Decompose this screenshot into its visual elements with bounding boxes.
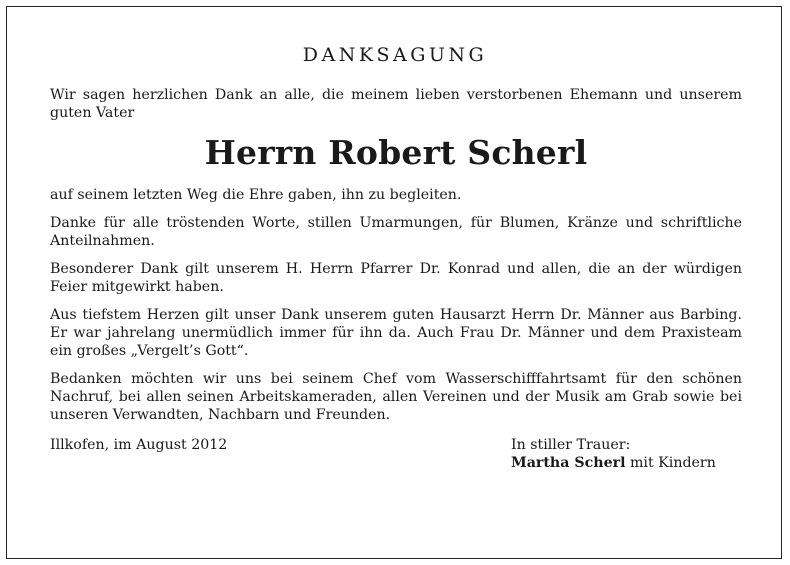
thanks-paragraph-colleagues: Bedanken möchten wir uns bei seinem Chef vom Wasserschifffahrtsamt für den schönen Nachruf, bei allen seinen Arbeitskameraden, allen Vereinen und der Musik am Grab sowie bei unseren Verwandten, Nachbarn und Freunden. (50, 371, 742, 423)
notice-body (50, 86, 742, 476)
after-name-text: auf seinem letzten Weg die Ehre gaben, ihn zu begleiten. (50, 187, 462, 203)
notice-footer (50, 436, 742, 476)
thanks-paragraph-pastor: Besonderer Dank gilt unserem H. Herrn Pfarrer Dr. Konrad und allen, die an der würdigen Feier mitgewirkt haben. (50, 261, 742, 295)
place-date: Illkofen, im August 2012 (50, 437, 228, 453)
deceased-name: Herrn Robert Scherl (204, 133, 588, 172)
notice-heading: DANKSAGUNG (302, 44, 488, 66)
signer-suffix: mit Kindern (625, 455, 716, 471)
thanks-paragraph-doctor: Aus tiefstem Herzen gilt unser Dank unserem guten Hausarzt Herrn Dr. Männer aus Barbing. Er war jahrelang unermüdlich immer für ihn da. Auch Frau Dr. Männer und dem Praxisteam ein großes „Vergelt’s Gott“. (50, 307, 742, 359)
thanks-paragraph-words: Danke für alle tröstenden Worte, stillen Umarmungen, für Blumen, Kränze und schriftliche Anteilnahmen. (50, 215, 742, 249)
mourning-label: In stiller Trauer: (511, 437, 631, 453)
signer-line (511, 454, 716, 472)
intro-text: Wir sagen herzlichen Dank an alle, die meinem lieben verstorbenen Ehemann und unserem guten Vater (50, 87, 742, 121)
signature-block (511, 436, 716, 472)
signer-name: Martha Scherl (511, 455, 626, 471)
